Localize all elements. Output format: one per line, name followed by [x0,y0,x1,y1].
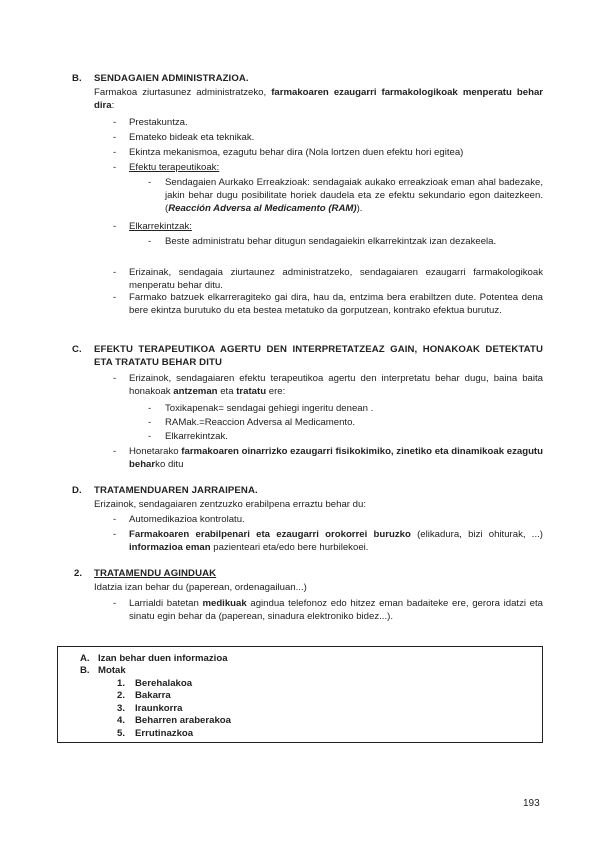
box-item-num: 3. [117,703,126,714]
item-bold: Farmakoaren erabilpenari eta ezaugarri orokorrei buruzko [129,529,411,540]
section-2-number: 2. [74,568,83,579]
sub-item: Elkarrekintzak. [165,431,228,442]
section-2-item [129,597,543,623]
section-d-intro: Erizainok, sendagaiaren zentzuzko erabilpena erraztu behar du: [94,499,366,510]
bullet-dash: - [113,117,117,128]
item-text: (elikadura, bizi ohiturak, ...) [410,529,543,540]
bullet-dash: - [113,147,117,158]
box-item-num: 1. [117,678,126,689]
box-line-a: Izan behar duen informazioa [98,653,228,664]
bullet-dash: - [113,221,117,232]
list-item: Emateko bideak eta teknikak. [129,132,255,143]
medikuak: medikuak [202,598,247,609]
elkar-label [129,220,192,233]
item-bold: informazioa eman [129,542,211,553]
box-item: Bakarra [135,690,171,701]
intro-bold-2: menperatu behar dira [94,87,544,111]
item-text: Larrialdi batetan [129,598,203,609]
section-d-title: TRATAMENDUAREN JARRAIPENA. [94,485,258,496]
box-item: Iraunkorra [135,703,183,714]
box-item-num: 5. [117,728,126,739]
section-2-title-text: TRATAMENDU AGINDUAK [94,568,217,579]
elkar-label-text: Elkarrekintzak: [129,221,192,232]
intro-bold: farmakoaren ezaugarri farmakologikoak [271,87,458,98]
bullet-dash: - [148,431,152,442]
ram-term: Reacción Adversa al Medicamento (RAM) [168,203,357,214]
box-letter-a: A. [80,653,90,664]
bullet-dash: - [148,417,152,428]
efektu-label-text: Efektu terapeutikoak: [129,162,220,173]
elkar-sub: Beste administratu behar ditugun sendagaiekin elkarrekintzak izan dezakeela. [165,236,497,247]
section-2-title [94,567,216,580]
item-text: ko ditu [155,459,184,470]
item-text: ere: [266,386,286,397]
efektu-sub-end: ). [356,203,363,214]
bullet-dash: - [113,446,117,457]
bullet-dash: - [113,373,117,384]
box-letter-b: B. [80,665,90,676]
bullet-dash: - [113,514,117,525]
bullet-dash: - [148,403,152,414]
bullet-dash: - [113,598,117,609]
bullet-dash: - [113,267,117,278]
list-item: Prestakuntza. [129,117,188,128]
intro-colon: : [111,100,115,111]
list-item: Automedikazioa kontrolatu. [129,514,245,525]
item-text: pazienteari eta/edo bere hurbilekoei. [210,542,369,553]
list-item: Farmako batzuek elkarreragiteko gai dira, hau da, entzima bera erabiltzen dute. Potentea dena bere ekintza burutuko du eta bestea metatuko da gorputzean, kontrako efektua burutuz. [129,292,543,316]
section-c-title: EFEKTU TERAPEUTIKOA AGERTU DEN INTERPRETATZEAZ GAIN, HONAKOAK DETEKTATU ETA TRATATU BEHAR DITU [94,344,543,368]
sub-item: RAMak.=Reaccion Adversa al Medicamento. [165,417,356,428]
section-c-item2 [129,445,543,471]
section-b-letter: B. [72,73,82,84]
bullet-dash: - [148,177,152,188]
box-item: Berehalakoa [135,678,193,689]
sub-item: Toxikapenak= sendagai gehiegi ingeritu denean . [165,403,374,414]
bullet-dash: - [113,292,117,303]
section-d-item2 [129,528,543,554]
bullet-dash: - [148,236,152,247]
efektu-label [129,161,219,174]
page-number: 193 [523,798,540,809]
item-text: Erizainok, sendagaiaren efektu terapeutikoa agertu den interpretatu behar dugu, baina baita honakoak [129,373,543,397]
item-text: eta [217,386,237,397]
section-b-title: SENDAGAIEN ADMINISTRAZIOA. [94,73,249,84]
item-bold: farmakoaren oinarrizko ezaugarri fisikokimiko, zinetiko eta dinamikoak ezagutu behar [129,446,543,470]
intro-text: Farmakoa ziurtasunez administratzeko, [94,87,272,98]
antzeman: antzeman [173,386,218,397]
bullet-dash: - [113,132,117,143]
item-text: Honetarako [129,446,182,457]
tratatu: tratatu [236,386,267,397]
section-c-letter: C. [72,344,82,355]
box-line-b: Motak [98,665,126,676]
list-item: Erizainak, sendagaia ziurtaunez administratzeko, sendagaiaren ezaugarri farmakologikoak menperatu behar ditu. [129,267,543,291]
box-item: Beharren araberakoa [135,715,231,726]
box-item-num: 4. [117,715,126,726]
item-text: agindua telefonoz edo hitzez eman badaiteke ere, gerora idatzi eta sinatu egin behar da (paperean, sinadura elektroniko bidez...). [129,598,543,622]
list-item: Ekintza mekanismoa, ezagutu behar dira (Nola lortzen duen efektu hori egitea) [129,147,464,158]
efektu-sub [165,176,543,215]
efektu-sub-text: Sendagaien Aurkako Erreakzioak: sendagaiak aukako erreakzioak eman ahal badezake, jakin behar dugu posibilitate horiek daudela eta ze efektu sekundario egon daitezkeen. ( [165,177,543,214]
section-c-item1 [129,372,543,398]
bullet-dash: - [113,529,117,540]
bullet-dash: - [113,162,117,173]
section-d-letter: D. [72,485,82,496]
box-item: Errutinazkoa [135,728,194,739]
section-b-intro [94,86,543,112]
section-2-intro: Idatzia izan behar du (paperean, ordenagailuan...) [94,582,307,593]
box-item-num: 2. [117,690,126,701]
